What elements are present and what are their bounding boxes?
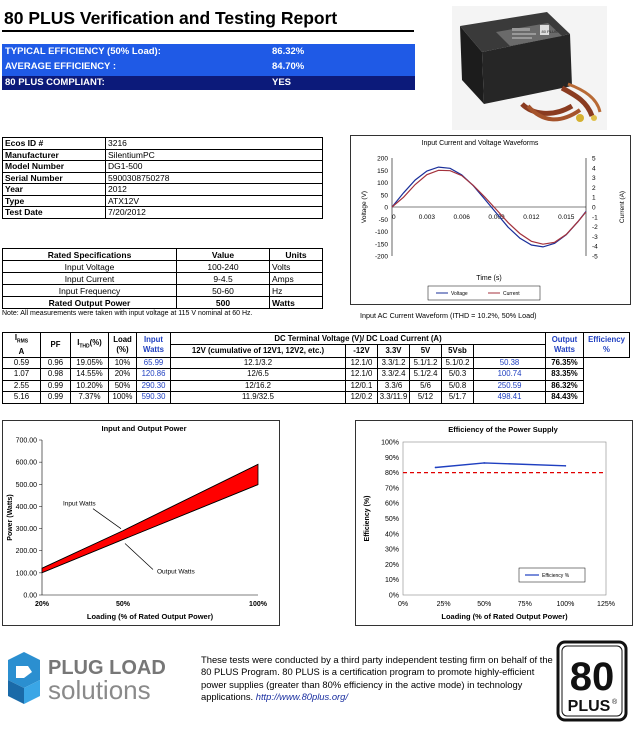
waveform-y-tick: 50 <box>380 192 388 200</box>
irms-header: $I_{RMS}$ A <box>3 333 41 358</box>
power-x-tick: 20% <box>34 601 50 608</box>
footer-text: These tests were conducted by a third party independent testing firm on behalf of the 80 PLUS Program. 80 PLUS is a certification program to promote highly-efficient power supplies (greater than 80% efficiency in the active mode) in technology applications. <box>201 654 553 702</box>
efficiency-y-tick: 60% <box>384 500 399 508</box>
data-cell-v33: 3.3/6 <box>378 380 410 392</box>
info-row <box>3 184 323 196</box>
compliant-row <box>2 76 415 90</box>
waveform-y2-tick: -1 <box>592 214 598 222</box>
measurement-note: Note: All measurements were taken with input voltage at 115 V nominal at 60 Hz. <box>2 310 253 317</box>
data-row <box>3 392 630 404</box>
data-cell-input: 120.86 <box>137 369 171 381</box>
info-value: 5900308750278 <box>106 172 323 184</box>
data-cell-v12: 11.9/32.5 <box>171 392 346 404</box>
data-cell-v5sb: 5/0.3 <box>442 369 474 381</box>
data-cell-output: 100.74 <box>474 369 546 381</box>
waveform-legend-label: Current <box>503 291 520 297</box>
data-cell-eff: 83.35% <box>546 369 584 381</box>
rated-units: Hz <box>270 285 323 297</box>
info-value: DG1-500 <box>106 161 323 173</box>
data-cell-load: 50% <box>109 380 137 392</box>
rated-spec: Input Current <box>3 273 177 285</box>
waveform-caption: Input AC Current Waveform (ITHD = 10.2%, 50% Load) <box>360 311 537 320</box>
efficiency-y-label: Efficiency (%) <box>364 495 371 542</box>
efficiency-y-tick: 70% <box>384 485 399 493</box>
power-x-label: Loading (% of Rated Output Power) <box>86 612 214 621</box>
data-cell-v5sb: 5.1/0.2 <box>442 357 474 369</box>
typical-efficiency-row <box>2 45 415 59</box>
waveform-y2-tick: -3 <box>592 233 598 241</box>
v5sb-header: 5Vsb <box>442 345 474 357</box>
power-y-tick: 700.00 <box>15 437 37 445</box>
waveform-y-tick: 150 <box>377 167 388 175</box>
rated-value: 500 <box>177 297 270 309</box>
average-efficiency-label: AVERAGE EFFICIENCY : <box>5 61 117 72</box>
info-row <box>3 172 323 184</box>
info-row <box>3 161 323 173</box>
data-cell-vm12: 12.1/0 <box>346 357 378 369</box>
waveform-y2-label: Current (A) <box>619 190 626 224</box>
power-chart <box>2 420 280 626</box>
waveform-x-tick: 0.015 <box>558 214 575 221</box>
waveform-x-label: Time (s) <box>476 275 502 282</box>
efficiency-y-tick: 80% <box>384 470 399 478</box>
report-title: 80 PLUS Verification and Testing Report <box>4 8 338 28</box>
data-cell-v33: 3.3/11.9 <box>378 392 410 404</box>
efficiency-summary <box>2 44 415 90</box>
waveform-x-tick: 0.009 <box>488 214 505 221</box>
info-row <box>3 207 323 219</box>
badge-registered-mark: ® <box>612 699 618 706</box>
vm12-header: -12V <box>346 345 378 357</box>
efficiency-y-tick: 10% <box>384 577 399 585</box>
typical-efficiency-value: 86.32% <box>272 46 305 57</box>
rated-row <box>3 273 323 285</box>
data-cell-output: 50.38 <box>474 357 546 369</box>
average-efficiency-row <box>2 60 415 74</box>
waveform-x-tick: 0.012 <box>523 214 540 221</box>
data-cell-ithd: 10.20% <box>71 380 109 392</box>
data-cell-load: 10% <box>109 357 137 369</box>
load-header: Load (%) <box>109 333 137 358</box>
efficiency-x-tick: 0% <box>397 601 409 608</box>
waveform-y2-tick: 0 <box>592 204 596 212</box>
waveform-x-tick: 0.006 <box>453 214 470 221</box>
data-cell-v5: 5.1/2.4 <box>410 369 442 381</box>
efficiency-x-tick: 125% <box>597 601 615 608</box>
data-cell-output: 250.59 <box>474 380 546 392</box>
80plus-link[interactable]: http://www.80plus.org/ <box>255 690 348 702</box>
typical-efficiency-label: TYPICAL EFFICIENCY (50% Load): <box>5 46 161 57</box>
rated-spec: Rated Output Power <box>3 297 177 309</box>
rated-row <box>3 261 323 273</box>
info-row <box>3 195 323 207</box>
data-cell-eff: 76.35% <box>546 357 584 369</box>
data-cell-ithd: 19.05% <box>71 357 109 369</box>
data-cell-pf: 0.99 <box>41 380 71 392</box>
efficiency-x-tick: 50% <box>477 601 492 608</box>
data-cell-v12: 12/16.2 <box>171 380 346 392</box>
waveform-y2-tick: 4 <box>592 165 596 173</box>
info-value: 7/20/2012 <box>106 207 323 219</box>
title-rule <box>2 30 414 32</box>
efficiency-title: Efficiency of the Power Supply <box>448 425 558 434</box>
power-y-label: Power (Watts) <box>7 494 14 541</box>
info-value: SilentiumPC <box>106 149 323 161</box>
rated-spec: Input Frequency <box>3 285 177 297</box>
power-y-tick: 500.00 <box>15 481 37 489</box>
data-cell-v33: 3.3/2.4 <box>378 369 410 381</box>
power-title: Input and Output Power <box>101 424 187 433</box>
data-cell-vm12: 12/0.1 <box>346 380 378 392</box>
data-row <box>3 369 630 381</box>
waveform-y-tick: -150 <box>374 241 388 249</box>
data-cell-pf: 0.99 <box>41 392 71 404</box>
waveform-y2-tick: -2 <box>592 224 598 232</box>
rated-spec-header: Rated Specifications <box>3 249 177 261</box>
logo-text-top: PLUG LOAD <box>48 657 166 679</box>
test-data-table <box>2 332 630 404</box>
data-cell-vm12: 12/0.2 <box>346 392 378 404</box>
data-cell-irms: 2.55 <box>3 380 41 392</box>
waveform-chart <box>350 135 631 305</box>
power-supply-photo <box>452 6 607 130</box>
efficiency-chart <box>355 420 633 626</box>
power-annotation-output: Output Watts <box>157 568 195 576</box>
rated-units: Amps <box>270 273 323 285</box>
badge-word: PLUS <box>567 698 611 715</box>
power-y-tick: 600.00 <box>15 459 37 467</box>
plug-load-solutions-logo <box>6 650 196 710</box>
waveform-y2-tick: -4 <box>592 243 598 251</box>
data-cell-load: 20% <box>109 369 137 381</box>
efficiency-y-tick: 30% <box>384 546 399 554</box>
info-key: Serial Number <box>3 172 106 184</box>
rated-value: 50-60 <box>177 285 270 297</box>
waveform-y2-tick: 3 <box>592 175 596 183</box>
product-info-table <box>2 137 323 219</box>
data-cell-v33: 3.3/1.2 <box>378 357 410 369</box>
data-row <box>3 357 630 369</box>
data-cell-vm12: 12.1/0 <box>346 369 378 381</box>
waveform-x-tick: 0.003 <box>418 214 435 221</box>
photo-label: 80 PLUS <box>541 29 558 34</box>
waveform-y-tick: 100 <box>377 180 388 187</box>
rated-value: 100-240 <box>177 261 270 273</box>
waveform-y-tick: -200 <box>374 253 388 261</box>
data-cell-pf: 0.96 <box>41 357 71 369</box>
compliant-value: YES <box>272 77 292 88</box>
rated-value: 9-4.5 <box>177 273 270 285</box>
efficiency-y-tick: 20% <box>384 561 399 569</box>
data-cell-output: 498.41 <box>474 392 546 404</box>
data-cell-eff: 86.32% <box>546 380 584 392</box>
power-y-tick: 0.00 <box>23 592 37 600</box>
data-cell-ithd: 7.37% <box>71 392 109 404</box>
data-cell-irms: 0.59 <box>3 357 41 369</box>
output-watts-header: Output Watts <box>546 333 584 358</box>
data-cell-v5: 5/12 <box>410 392 442 404</box>
power-y-tick: 100.00 <box>15 570 37 578</box>
rated-units-header: Units <box>270 249 323 261</box>
waveform-title: Input Current and Voltage Waveforms <box>421 140 539 147</box>
data-cell-input: 290.30 <box>137 380 171 392</box>
power-y-tick: 300.00 <box>15 526 37 534</box>
80-plus-badge <box>556 640 628 722</box>
rated-units: Watts <box>270 297 323 309</box>
efficiency-x-label: Loading (% of Rated Output Power) <box>441 612 568 621</box>
info-key: Test Date <box>3 207 106 219</box>
pf-header: PF <box>41 333 71 358</box>
efficiency-point <box>565 465 567 467</box>
data-cell-v12: 12.1/3.2 <box>171 357 346 369</box>
footer-description <box>201 654 553 703</box>
info-row <box>3 149 323 161</box>
efficiency-y-tick: 100% <box>381 439 399 447</box>
rated-value-header: Value <box>177 249 270 261</box>
efficiency-point <box>435 467 437 469</box>
data-cell-ithd: 14.55% <box>71 369 109 381</box>
waveform-y-tick: -50 <box>378 216 388 224</box>
v5-header: 5V <box>410 345 442 357</box>
data-cell-input: 590.30 <box>137 392 171 404</box>
info-key: Type <box>3 195 106 207</box>
info-key: Model Number <box>3 161 106 173</box>
data-cell-eff: 84.43% <box>546 392 584 404</box>
waveform-y-tick: 200 <box>377 155 388 163</box>
power-y-tick: 400.00 <box>15 503 37 511</box>
data-cell-load: 100% <box>109 392 137 404</box>
logo-text-bottom: solutions <box>48 675 151 705</box>
waveform-y-tick: 0 <box>384 204 388 212</box>
compliant-label: 80 PLUS COMPLIANT: <box>5 77 105 88</box>
data-cell-irms: 5.16 <box>3 392 41 404</box>
rated-row <box>3 297 323 309</box>
input-watts-header: Input Watts <box>137 333 171 358</box>
efficiency-y-tick: 90% <box>384 454 399 462</box>
info-value: 2012 <box>106 184 323 196</box>
data-cell-v5sb: 5/1.7 <box>442 392 474 404</box>
info-key: Manufacturer <box>3 149 106 161</box>
dc-terminal-header: DC Terminal Voltage (V)/ DC Load Current (A) <box>171 333 546 345</box>
efficiency-y-tick: 40% <box>384 531 399 539</box>
waveform-legend-label: Voltage <box>451 291 468 297</box>
info-key: Ecos ID # <box>3 138 106 150</box>
average-efficiency-value: 84.70% <box>272 61 305 72</box>
waveform-y2-tick: 2 <box>592 184 596 192</box>
efficiency-point <box>483 462 485 464</box>
waveform-y2-tick: 5 <box>592 155 596 163</box>
info-key: Year <box>3 184 106 196</box>
data-cell-input: 65.99 <box>137 357 171 369</box>
efficiency-y-tick: 50% <box>384 516 399 523</box>
v33-header: 3.3V <box>378 345 410 357</box>
waveform-y2-tick: 1 <box>592 194 596 202</box>
waveform-y-tick: -100 <box>374 229 388 236</box>
data-cell-v5: 5/6 <box>410 380 442 392</box>
power-x-tick: 100% <box>249 601 267 608</box>
v12-header: 12V (cumulative of 12V1, 12V2, etc.) <box>171 345 346 357</box>
efficiency-x-tick: 75% <box>517 601 532 608</box>
power-x-tick: 50% <box>115 601 131 608</box>
data-cell-v5sb: 5/0.8 <box>442 380 474 392</box>
efficiency-x-tick: 25% <box>436 601 451 608</box>
rated-units: Volts <box>270 261 323 273</box>
data-row <box>3 380 630 392</box>
data-cell-v5: 5.1/1.2 <box>410 357 442 369</box>
info-value: 3216 <box>106 138 323 150</box>
info-value: ATX12V <box>106 195 323 207</box>
data-cell-v12: 12/6.5 <box>171 369 346 381</box>
rated-specifications-table <box>2 248 323 309</box>
data-cell-pf: 0.98 <box>41 369 71 381</box>
efficiency-header: Efficiency % <box>584 333 630 358</box>
waveform-y2-tick: -5 <box>592 253 598 261</box>
power-y-tick: 200.00 <box>15 548 37 556</box>
waveform-y-label: Voltage (V) <box>361 190 368 224</box>
rated-row <box>3 285 323 297</box>
rated-spec: Input Voltage <box>3 261 177 273</box>
ithd-header: $I_{THD}(\%)$ <box>71 333 109 358</box>
power-annotation-input: Input Watts <box>63 500 96 508</box>
data-cell-irms: 1.07 <box>3 369 41 381</box>
efficiency-legend-label: Efficiency % <box>542 573 570 579</box>
efficiency-x-tick: 100% <box>556 601 575 608</box>
info-row <box>3 138 323 150</box>
waveform-x-tick: 0 <box>392 214 396 221</box>
badge-number: 80 <box>569 655 615 699</box>
efficiency-y-tick: 0% <box>388 592 399 600</box>
